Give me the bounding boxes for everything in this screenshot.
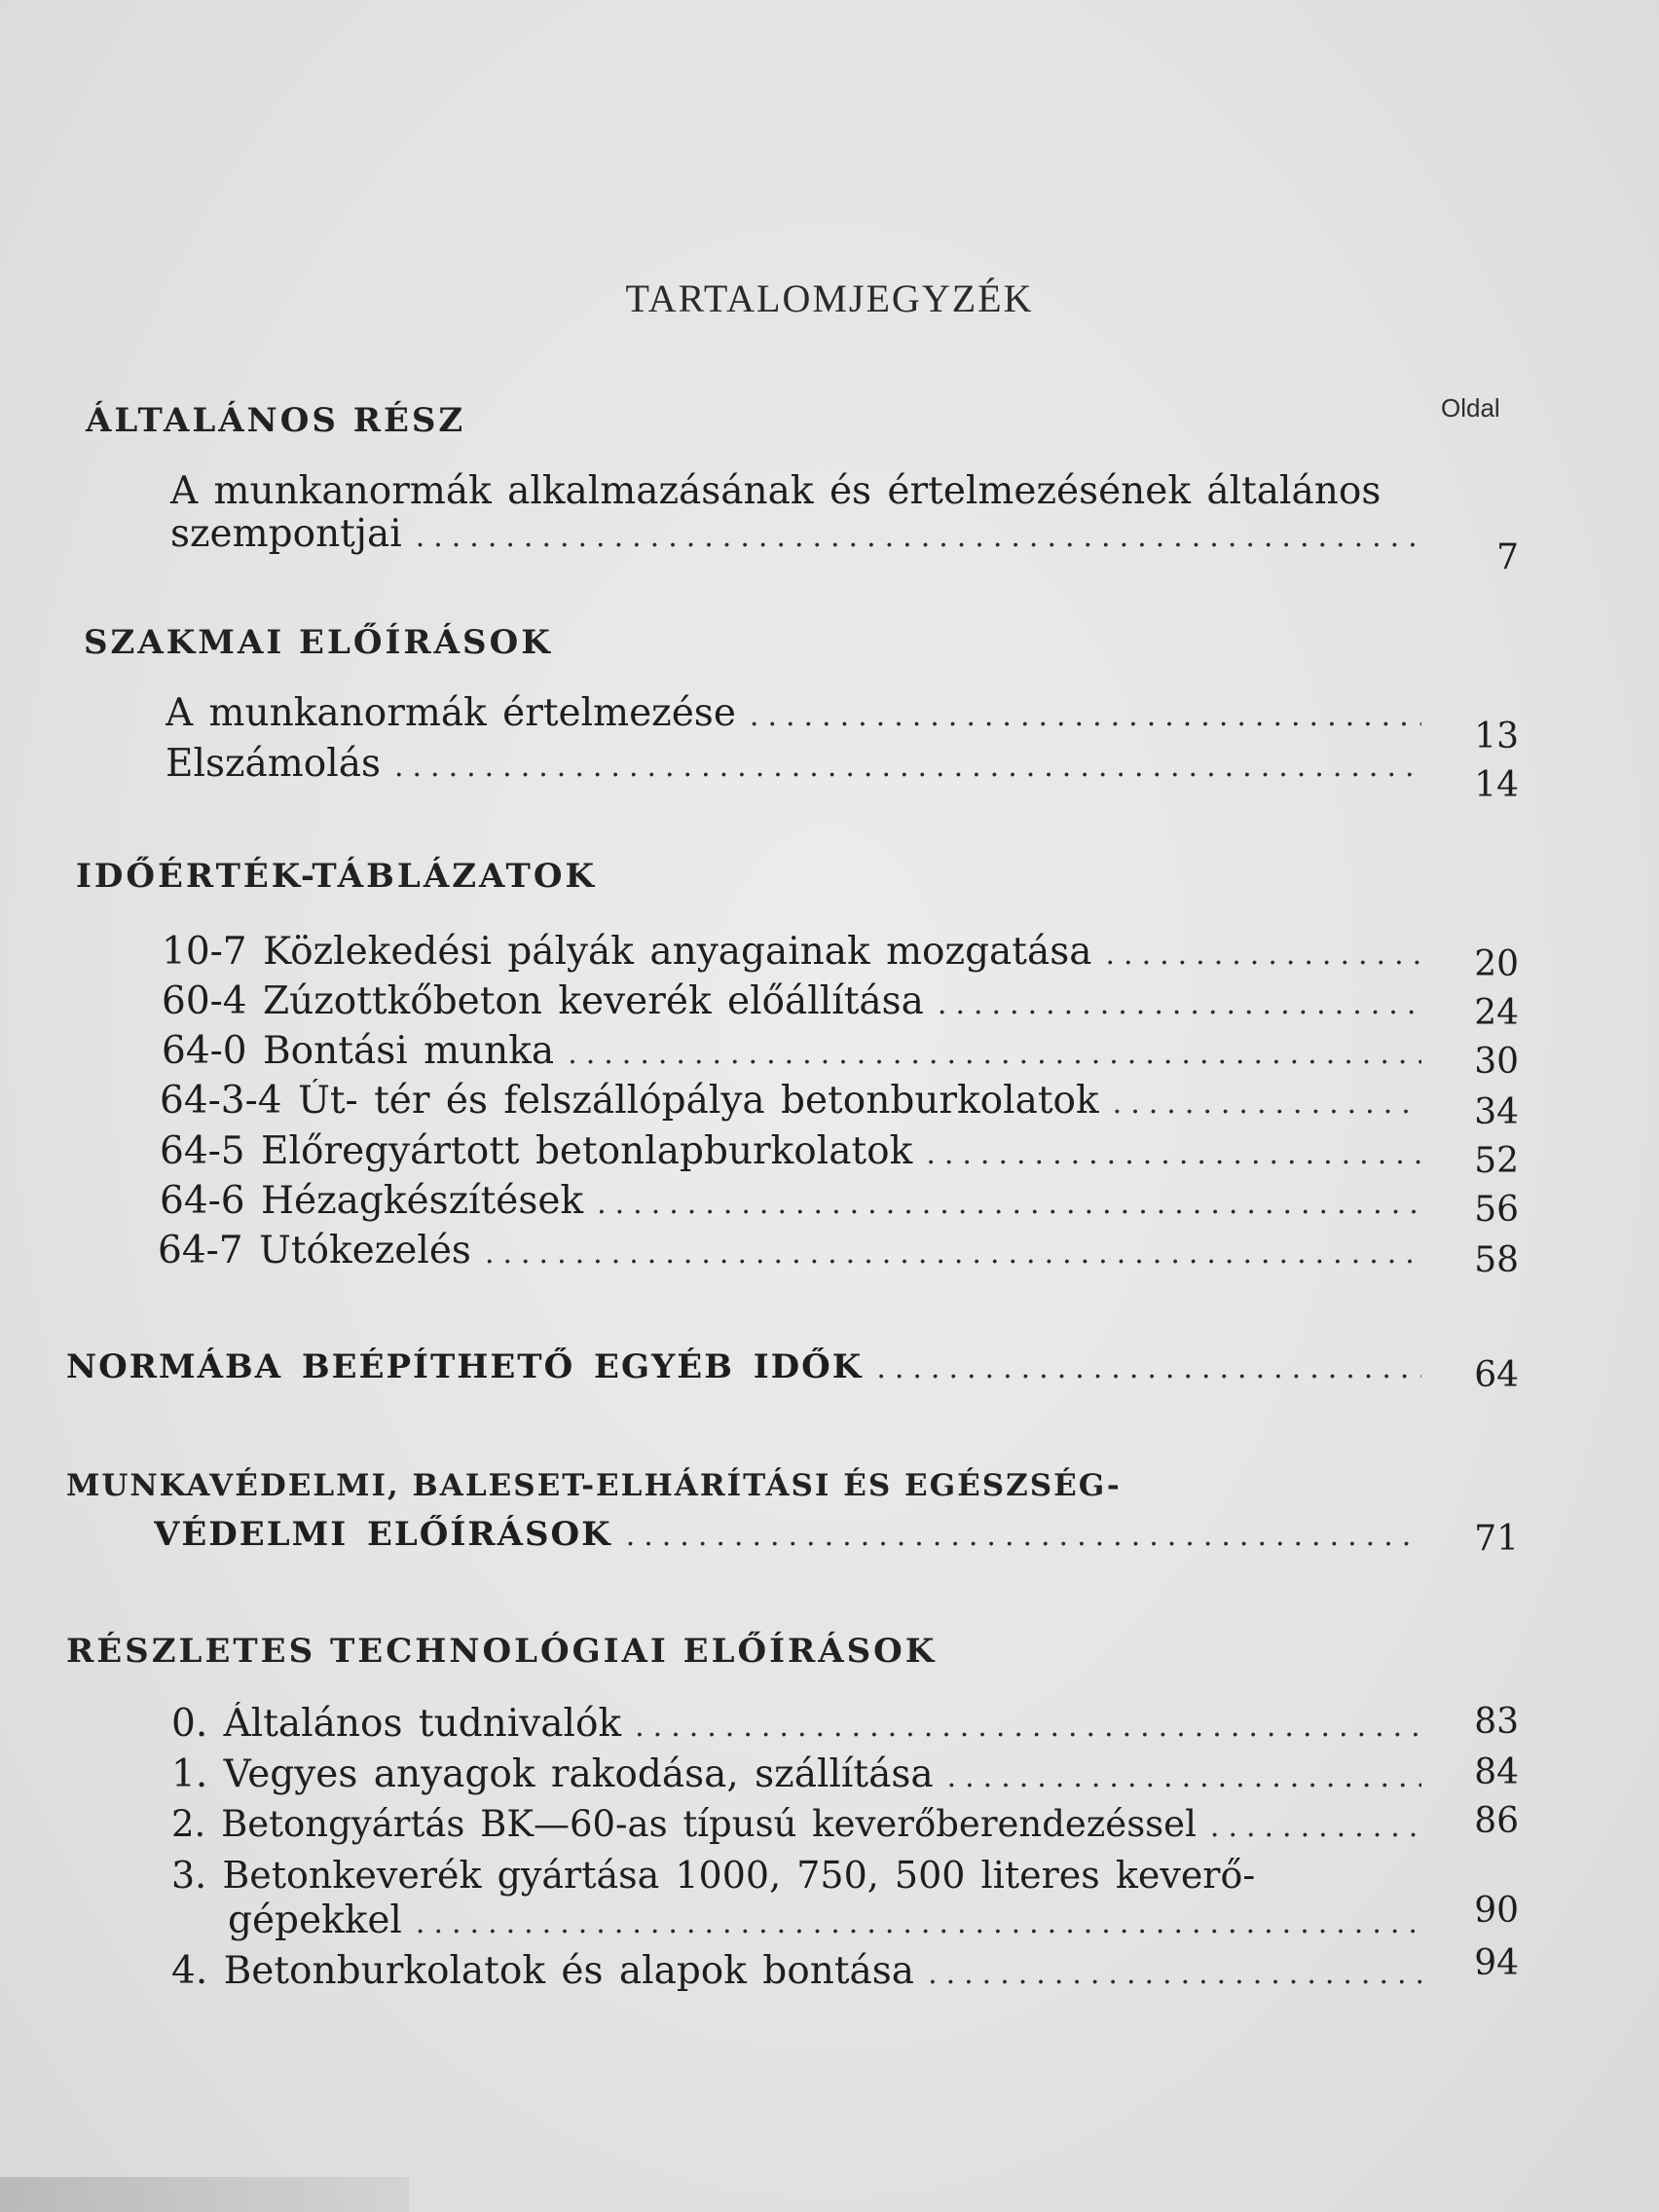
toc-entry-line: 3. Betonkeverék gyártása 1000, 750, 500 literes keverő- <box>171 1854 1256 1897</box>
page-number: 52 <box>1474 1141 1519 1181</box>
toc-entry <box>158 1229 1421 1277</box>
page-number: 90 <box>1474 1891 1519 1931</box>
toc-entry <box>166 691 1421 740</box>
page-number: 94 <box>1474 1943 1519 1983</box>
dot-leader <box>947 1760 1421 1794</box>
toc-entry-text: 64-7 Utókezelés <box>158 1229 471 1272</box>
toc-entry-text: 64-3-4 Út- tér és felszállópálya betonburkolatok <box>160 1079 1099 1123</box>
dot-leader <box>938 987 1421 1021</box>
page-number: 34 <box>1474 1092 1519 1132</box>
toc-entry-text: gépekkel <box>228 1899 402 1942</box>
toc-entry-text: szempontjai <box>170 512 402 556</box>
dot-leader <box>1113 1087 1421 1121</box>
dot-leader <box>626 1519 1421 1553</box>
toc-entry-line: A munkanormák alkalmazásának és értelmezésének általános <box>170 469 1382 513</box>
toc-entry <box>160 1079 1421 1127</box>
dot-leader <box>416 1906 1421 1940</box>
page-number: 64 <box>1474 1355 1519 1395</box>
toc-entry <box>171 1949 1421 1998</box>
page-number: 56 <box>1474 1190 1519 1230</box>
toc-entry-text: 2. Betongyártás BK—60-as típusú keverőberendezéssel <box>171 1803 1197 1845</box>
dot-leader <box>485 1236 1421 1271</box>
toc-entry <box>166 742 1421 791</box>
toc-entry-section <box>66 1347 1421 1396</box>
dot-leader <box>876 1351 1421 1385</box>
toc-entry-text: 4. Betonburkolatok és alapok bontása <box>171 1949 915 1993</box>
toc-entry <box>171 1752 1421 1801</box>
dot-leader <box>1210 1810 1421 1844</box>
section-heading-szakmai: SZAKMAI ELŐÍRÁSOK <box>84 623 553 662</box>
page-number: 83 <box>1474 1702 1519 1742</box>
toc-entry-text: 64-0 Bontási munka <box>162 1029 555 1073</box>
section-heading-normaba: NORMÁBA BEÉPÍTHETŐ EGYÉB IDŐK <box>66 1347 864 1386</box>
toc-entry <box>160 1179 1421 1228</box>
dot-leader <box>568 1037 1421 1071</box>
dot-leader <box>416 520 1421 554</box>
toc-entry-text: 1. Vegyes anyagok rakodása, szállítása <box>171 1752 934 1796</box>
watermark-strip <box>0 2177 409 2212</box>
toc-entry-text: 64-5 Előregyártott betonlapburkolatok <box>160 1129 913 1173</box>
dot-leader <box>928 1957 1421 1991</box>
dot-leader <box>1106 938 1422 972</box>
toc-entry-text: 64-6 Hézagkészítések <box>160 1179 584 1223</box>
page-number: 58 <box>1474 1240 1519 1280</box>
toc-entry <box>162 930 1421 978</box>
page-number: 14 <box>1474 765 1519 805</box>
page-number: 84 <box>1474 1752 1519 1792</box>
toc-entry-section <box>154 1515 1421 1564</box>
page-number: 24 <box>1474 993 1519 1033</box>
toc-entry <box>171 1702 1421 1751</box>
dot-leader <box>926 1137 1421 1171</box>
page-number: 7 <box>1496 537 1519 577</box>
page-number: 13 <box>1474 717 1519 756</box>
page-number: 86 <box>1474 1801 1519 1841</box>
page-number: 30 <box>1474 1042 1519 1082</box>
toc-entry <box>162 979 1421 1028</box>
dot-leader <box>597 1187 1421 1221</box>
page-column-label: Oldal <box>1441 393 1500 423</box>
section-heading-munkavedelmi-cont: VÉDELMI ELŐÍRÁSOK <box>154 1515 612 1554</box>
dot-leader <box>635 1710 1421 1744</box>
toc-entry <box>160 1129 1421 1178</box>
page-title: TARTALOMJEGYZÉK <box>625 276 1034 320</box>
section-heading-altalanos: ÁLTALÁNOS RÉSZ <box>86 401 466 440</box>
page-number: 20 <box>1474 944 1519 984</box>
section-heading-munkavedelmi: MUNKAVÉDELMI, BALESET-ELHÁRÍTÁSI ÉS EGÉSZSÉG- <box>66 1468 1122 1503</box>
toc-entry <box>162 1029 1421 1078</box>
toc-entry-text: 0. Általános tudnivalók <box>171 1702 622 1746</box>
toc-entry <box>228 1899 1421 1947</box>
toc-entry-text: Elszámolás <box>166 742 381 786</box>
toc-entry-text: 10-7 Közlekedési pályák anyagainak mozgatása <box>162 930 1092 974</box>
section-heading-reszletes: RÉSZLETES TECHNOLÓGIAI ELŐÍRÁSOK <box>66 1632 938 1671</box>
dot-leader <box>750 699 1421 733</box>
dot-leader <box>394 750 1421 784</box>
toc-entry <box>170 512 1421 561</box>
toc-entry-text: 60-4 Zúzottkőbeton keverék előállítása <box>162 979 924 1023</box>
toc-entry-text: A munkanormák értelmezése <box>166 691 736 735</box>
page-number: 71 <box>1474 1519 1519 1559</box>
toc-entry <box>171 1803 1421 1852</box>
section-heading-idoertek: IDŐÉRTÉK-TÁBLÁZATOK <box>76 857 598 896</box>
